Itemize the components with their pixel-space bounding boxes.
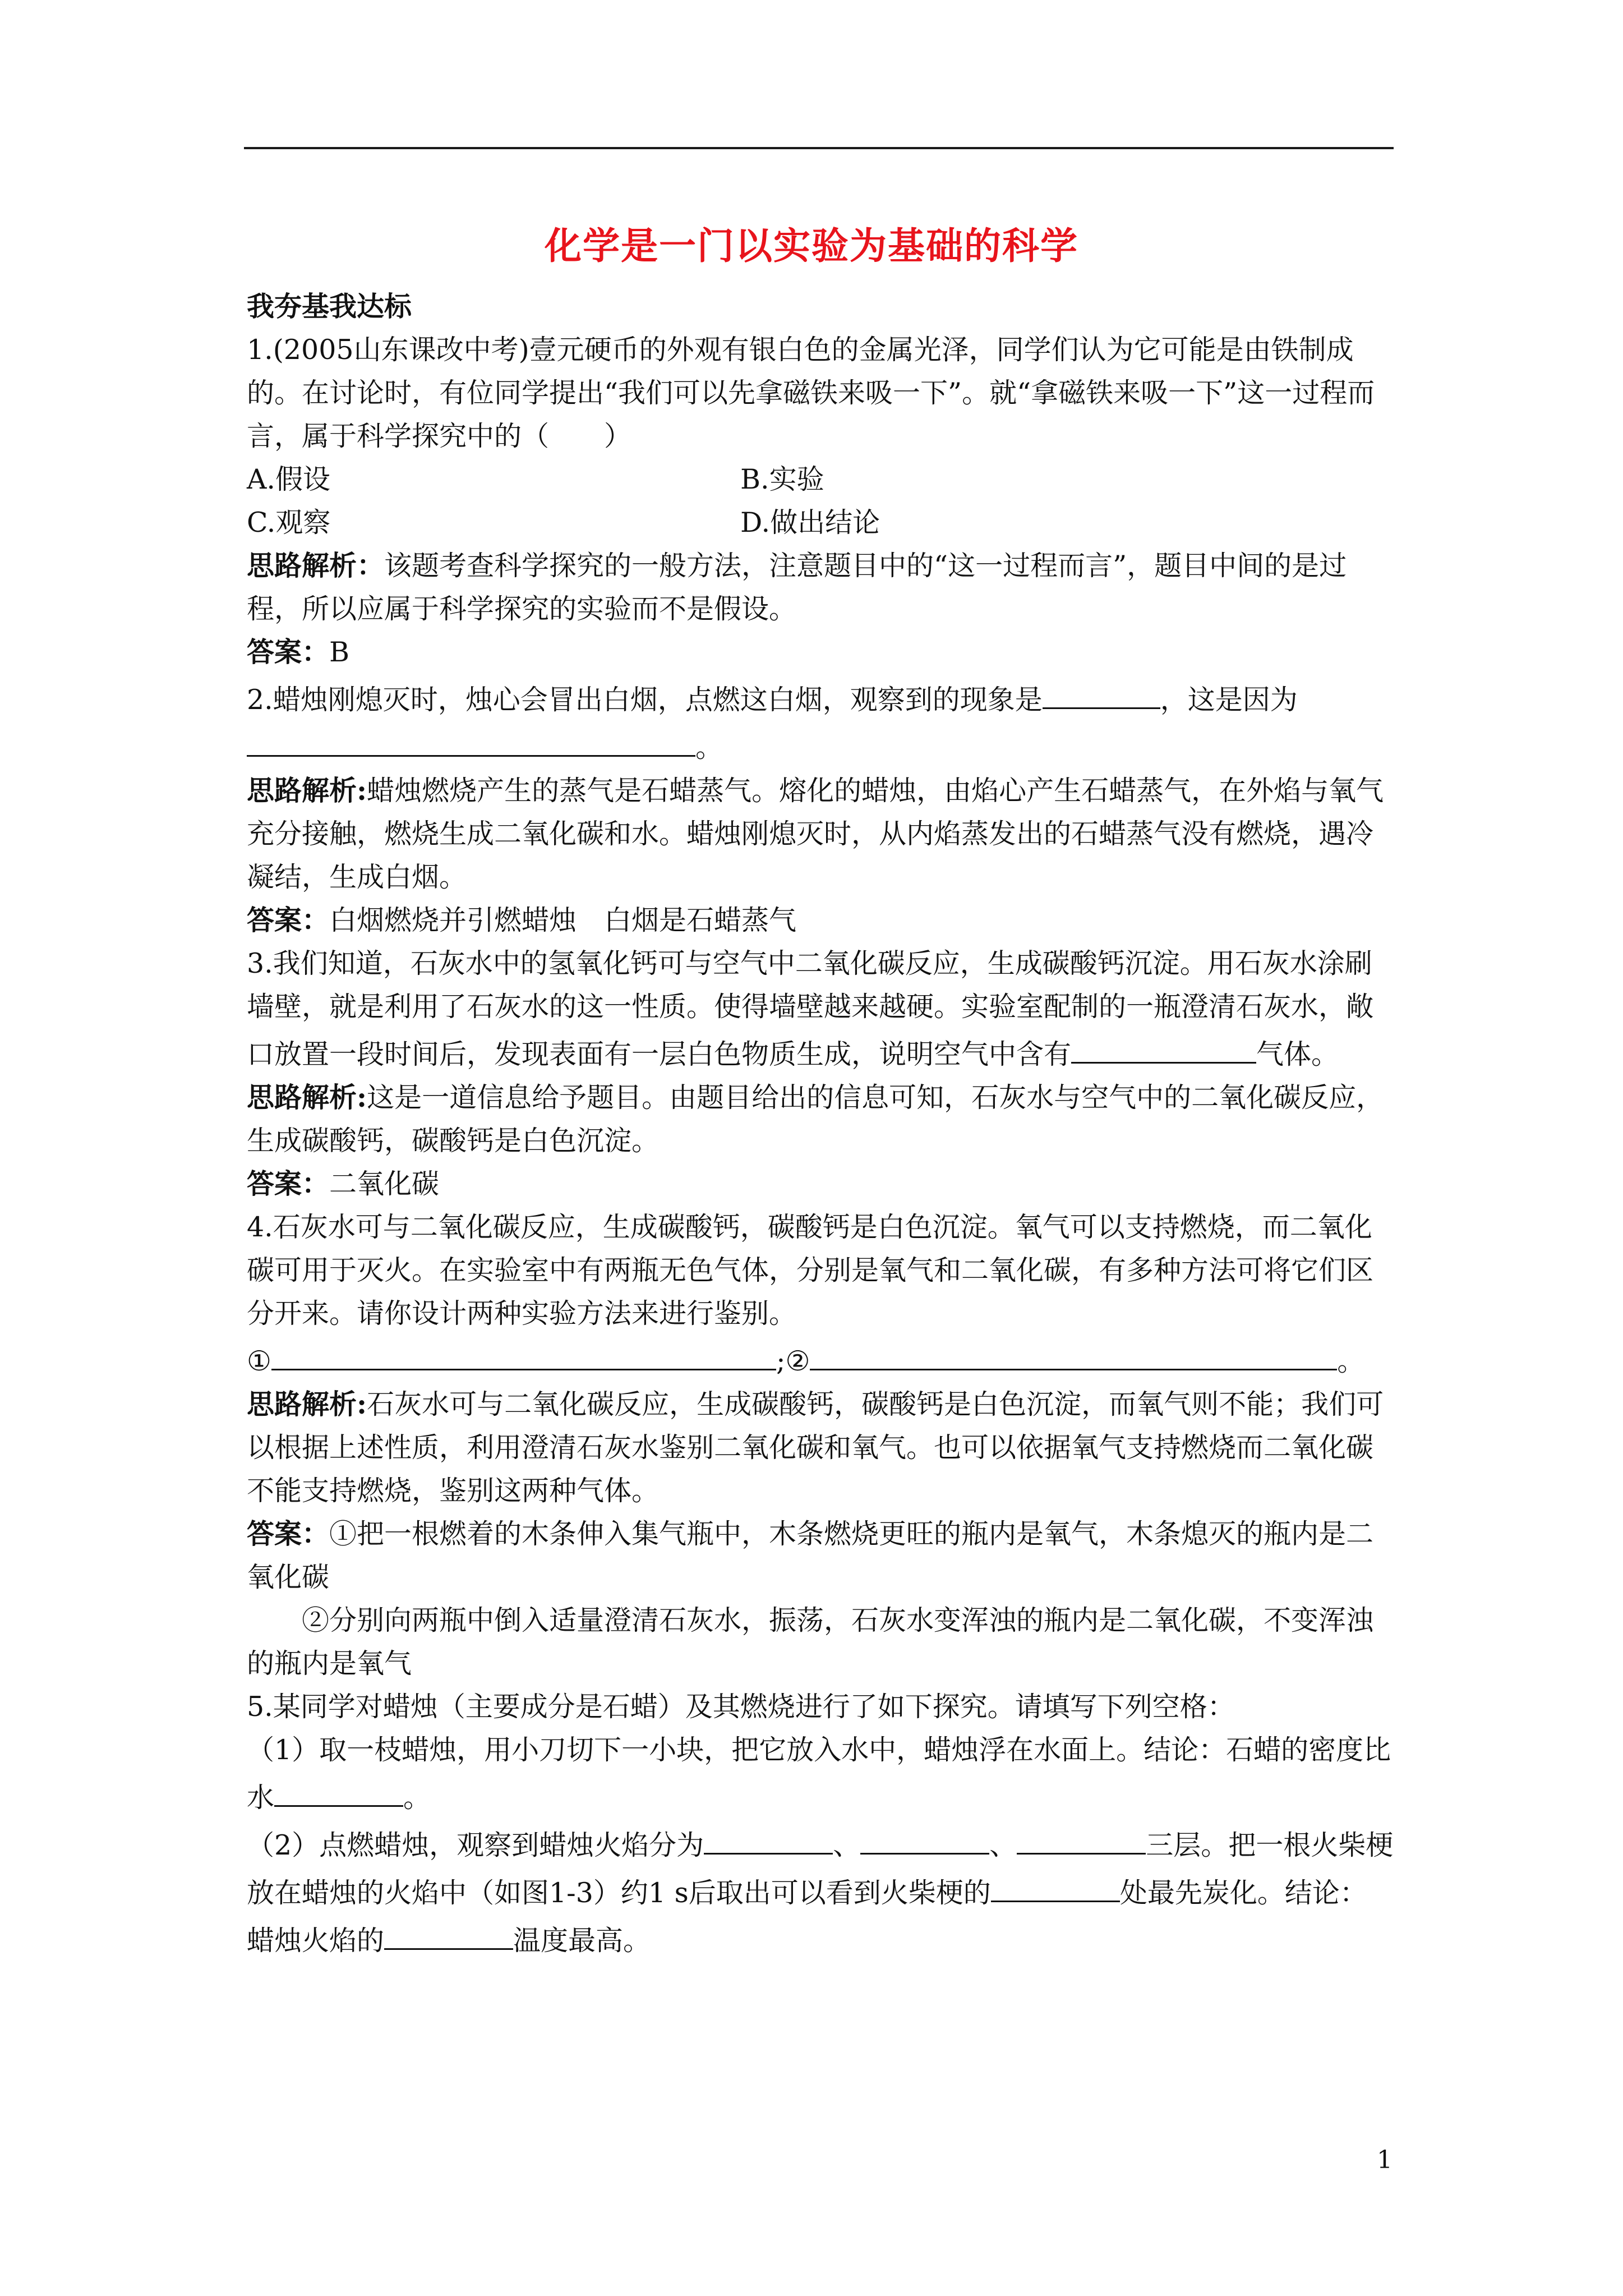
question-1-answer: 答案：B [247, 636, 350, 668]
analysis-label: 思路解析 [247, 1388, 357, 1420]
question-2-text: 2.蜡烛刚熄灭时，烛心会冒出白烟，点燃这白烟，观察到的现象是 ，这是因为 [247, 674, 1394, 721]
question-1-options-row-1 [247, 458, 1394, 501]
answer-blank[interactable] [1071, 1028, 1256, 1064]
header-rule [244, 147, 1394, 149]
question-1-text: 1.(2005山东课改中考)壹元硬币的外观有银白色的金属光泽，同学们认为它可能是由铁制成的。在讨论时，有位同学提出“我们可以先拿磁铁来吸一下”。就“拿磁铁来吸一下”这一过程而言，属于科学探究中的（ ） [247, 334, 1375, 452]
page-number: 1 [1377, 2146, 1393, 2174]
document-body [247, 285, 1394, 1962]
question-2-analysis: 思路解析:蜡烛燃烧产生的蒸气是石蜡蒸气。熔化的蜡烛，由焰心产生石蜡蒸气，在外焰与氧气充分接触，燃烧生成二氧化碳和水。蜡烛刚熄灭时，从内焰蒸发出的石蜡蒸气没有燃烧，遇冷凝结，生成白烟。 [247, 774, 1384, 893]
question-4-text: 4.石灰水可与二氧化碳反应，生成碳酸钙，碳酸钙是白色沉淀。氧气可以支持燃烧，而二氧化碳可用于灭火。在实验室中有两瓶无色气体，分别是氧气和二氧化碳，有多种方法可将它们区分开来。请你设计两种实验方法来进行鉴别。 [247, 1211, 1374, 1329]
answer-label: 答案 [247, 1167, 302, 1200]
answer-label: 答案 [247, 1517, 302, 1550]
answer-blank[interactable] [271, 1335, 776, 1370]
answer-blank[interactable] [384, 1915, 513, 1950]
question-1-analysis: 思路解析：该题考查科学探究的一般方法，注意题目中的“这一过程而言”，题目中间的是过程，所以应属于科学探究的实验而不是假设。 [247, 549, 1347, 625]
answer-blank[interactable] [1017, 1819, 1146, 1855]
question-3-text: 3.我们知道，石灰水中的氢氧化钙可与空气中二氧化碳反应，生成碳酸钙沉淀。用石灰水涂刷墙壁，就是利用了石灰水的这一性质。使得墙壁越来越硬。实验室配制的一瓶澄清石灰水，敞口放置一段时间后，发现表面有一层白色物质生成，说明空气中含有 气体。 [247, 947, 1374, 1070]
question-4-answer: 答案：①把一根燃着的木条伸入集气瓶中，木条燃烧更旺的瓶内是氧气，木条熄灭的瓶内是二氧化碳 [247, 1517, 1374, 1593]
analysis-label: 思路解析 [247, 549, 357, 582]
option-a: A.假设 [247, 463, 330, 495]
page-title: 化学是一门以实验为基础的科学 [545, 224, 1078, 268]
option-c: C.观察 [247, 507, 331, 539]
answer-blank[interactable] [810, 1335, 1337, 1370]
answer-label: 答案 [247, 904, 302, 936]
question-2-answer: 答案：白烟燃烧并引燃蜡烛 白烟是石蜡蒸气 [247, 904, 797, 936]
question-1-options-row-2 [247, 501, 1394, 544]
option-d: D.做出结论 [740, 507, 880, 539]
section-heading: 我夯基我达标 [247, 290, 412, 323]
question-5-text: 5.某同学对蜡烛（主要成分是石蜡）及其燃烧进行了如下探究。请填写下列空格： [247, 1691, 1235, 1723]
option-b: B.实验 [740, 463, 824, 495]
analysis-label: 思路解析 [247, 1081, 357, 1114]
answer-blank[interactable] [274, 1772, 403, 1807]
answer-blank[interactable] [1043, 674, 1160, 709]
question-5-part-1: （1）取一枝蜡烛，用小刀切下一小块，把它放入水中，蜡烛浮在水面上。结论：石蜡的密度比水 。 [247, 1734, 1391, 1814]
answer-blank[interactable] [247, 721, 695, 757]
question-2-text-cont: 。 [247, 721, 1394, 769]
question-4-blanks: ① ;② 。 [247, 1335, 1394, 1383]
answer-blank[interactable] [991, 1867, 1120, 1902]
answer-blank[interactable] [704, 1819, 833, 1855]
question-4-analysis: 思路解析:石灰水可与二氧化碳反应，生成碳酸钙，碳酸钙是白色沉淀，而氧气则不能；我们可以根据上述性质，利用澄清石灰水鉴别二氧化碳和氧气。也可以依据氧气支持燃烧而二氧化碳不能支持燃烧，鉴别这两种气体。 [247, 1388, 1384, 1507]
answer-blank[interactable] [860, 1819, 989, 1855]
question-4-answer-2: ②分别向两瓶中倒入适量澄清石灰水，振荡，石灰水变浑浊的瓶内是二氧化碳，不变浑浊的瓶内是氧气 [247, 1604, 1374, 1680]
question-5-part-2: （2）点燃蜡烛，观察到蜡烛火焰分为 、 、 三层。把一根火柴梗放在蜡烛的火焰中（如图1-3）约1 s后取出可以看到火柴梗的 处最先炭化。结论：蜡烛火焰的 温度最高。 [247, 1819, 1394, 1962]
answer-label: 答案 [247, 636, 302, 668]
question-3-answer: 答案：二氧化碳 [247, 1167, 440, 1200]
question-3-analysis: 思路解析:这是一道信息给予题目。由题目给出的信息可知，石灰水与空气中的二氧化碳反应，生成碳酸钙，碳酸钙是白色沉淀。 [247, 1081, 1384, 1157]
analysis-label: 思路解析 [247, 774, 357, 807]
